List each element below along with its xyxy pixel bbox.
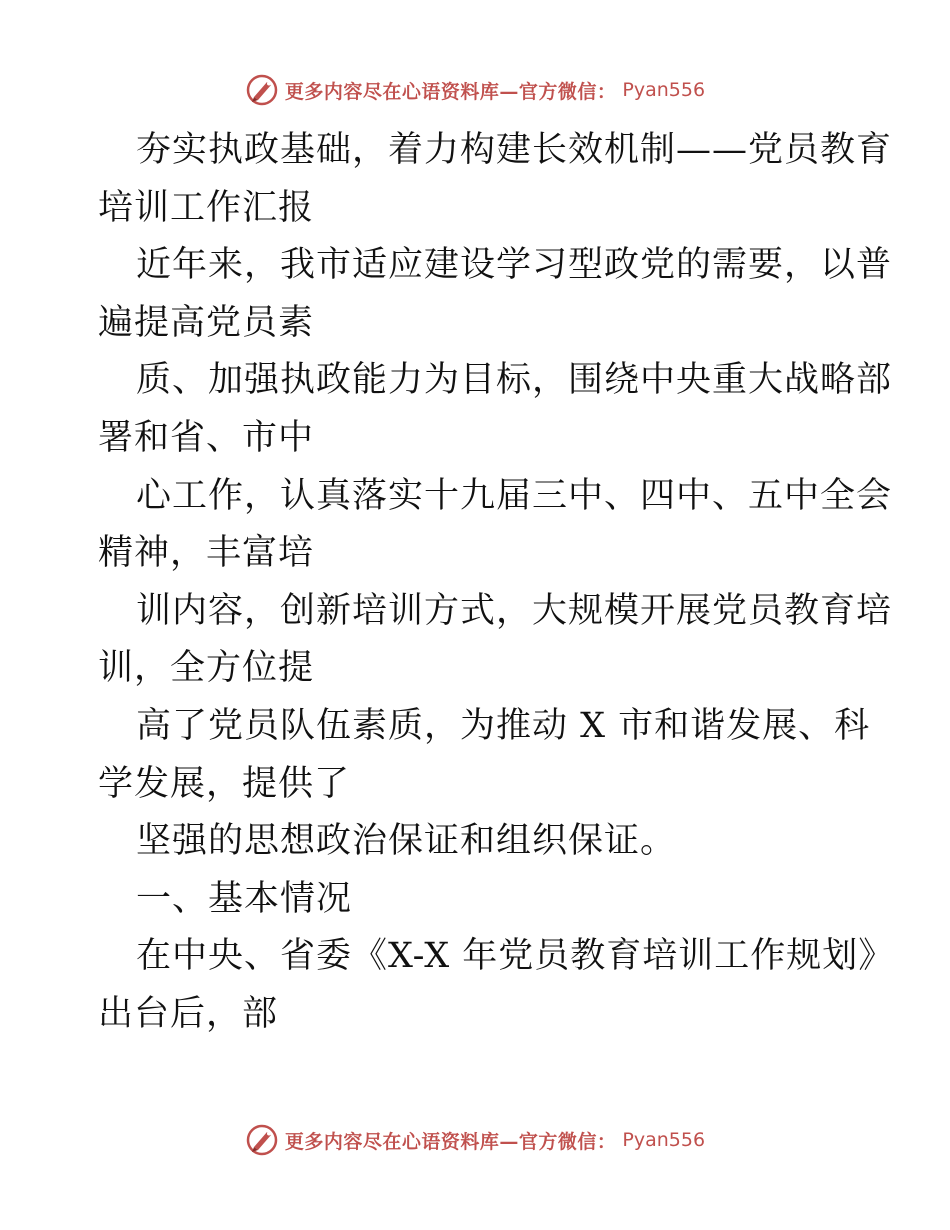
- text-line: 精神，丰富培: [98, 533, 315, 574]
- text-line: 遍提高党员素: [98, 302, 315, 343]
- text-line: 质、加强执政能力为目标，围绕中央重大战略部: [136, 360, 893, 401]
- text-line: 在中央、省委《X-X 年党员教育培训工作规划》: [136, 936, 895, 977]
- banner-wechat-id: Pyan556: [622, 79, 706, 101]
- text-line: 心工作，认真落实十九届三中、四中、五中全会: [136, 475, 893, 516]
- text-line: 出台后，部: [98, 993, 279, 1034]
- text-line: 培训工作汇报: [98, 187, 315, 228]
- text-line: 署和省、市中: [98, 417, 315, 458]
- text-line: 夯实执政基础，着力构建长效机制——党员教育: [136, 130, 893, 170]
- document-body: [98, 122, 895, 1044]
- banner-text: 更多内容尽在心语资料库—官方微信：: [284, 1130, 617, 1153]
- text-line: 高了党员队伍素质，为推动 X 市和谐发展、科: [136, 705, 871, 746]
- banner-text: 更多内容尽在心语资料库—官方微信：: [284, 80, 617, 103]
- banner-wechat-id: Pyan556: [622, 1129, 706, 1151]
- text-line: 近年来，我市适应建设学习型政党的需要，以普: [136, 245, 893, 286]
- pen-logo-icon: [245, 73, 279, 107]
- text-line: 训内容，创新培训方式，大规模开展党员教育培: [136, 590, 893, 631]
- text-line: 坚强的思想政治保证和组织保证。: [136, 821, 677, 862]
- text-line: 学发展，提供了: [98, 763, 351, 804]
- text-line: 训，全方位提: [98, 648, 315, 689]
- header-banner: [0, 70, 950, 110]
- text-line: 一、基本情况: [136, 878, 353, 919]
- footer-banner: [0, 1120, 950, 1160]
- pen-logo-icon: [245, 1123, 279, 1157]
